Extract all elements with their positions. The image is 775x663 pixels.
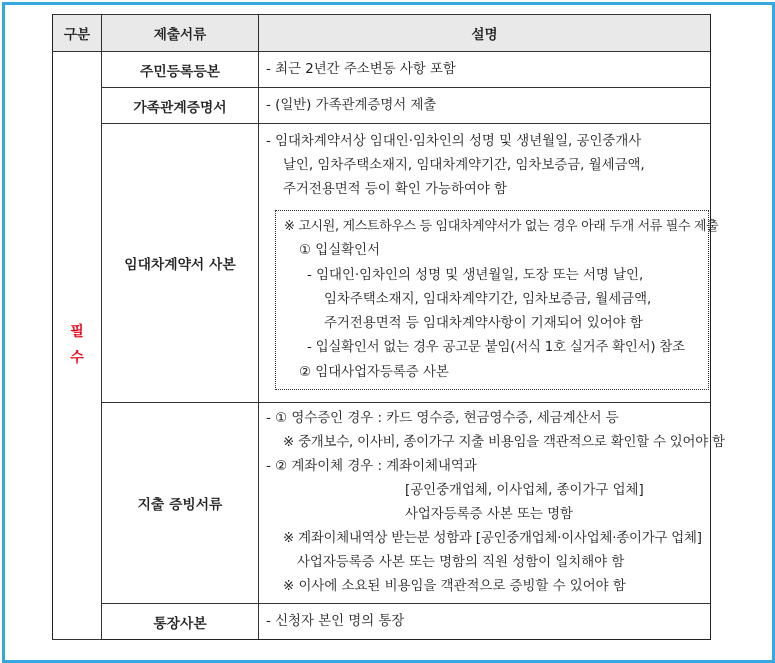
table-row bbox=[53, 88, 711, 124]
table-header-row bbox=[53, 15, 711, 52]
note-line: 임차주택소재지, 임대차계약기간, 임차보증금, 월세금액, bbox=[324, 291, 652, 307]
desc-line: ※ 중개보수, 이사비, 종이가구 지출 비용임을 객관적으로 확인할 수 있어야 함 bbox=[283, 435, 725, 450]
desc-line: - 신청자 본인 명의 통장 bbox=[266, 613, 405, 629]
header-description: 설명 bbox=[259, 15, 711, 52]
note-line: ① 입실확인서 bbox=[299, 243, 380, 259]
desc-line: - (일반) 가족관계증명서 제출 bbox=[266, 97, 437, 113]
note-line: 주거전용면적 등 임대차계약사항이 기재되어 있어야 함 bbox=[324, 316, 643, 332]
desc-bankbook bbox=[259, 604, 711, 640]
table-row bbox=[53, 403, 711, 604]
desc-lease bbox=[259, 124, 719, 403]
category-char-1: 필 bbox=[70, 324, 84, 341]
note-line: ② 임대사업자등록증 사본 bbox=[299, 364, 449, 380]
lease-note-box bbox=[275, 210, 719, 390]
desc-line: [공인중개업체, 이사업체, 종이가구 업체] bbox=[405, 483, 644, 498]
category-char-2: 수 bbox=[70, 349, 84, 366]
desc-line: - 임대차계약서상 임대인·임차인의 성명 및 생년월일, 공인중개사 bbox=[266, 133, 642, 149]
table-row bbox=[53, 604, 711, 640]
doc-name-resident: 주민등록등본 bbox=[102, 52, 259, 88]
desc-resident bbox=[259, 52, 711, 88]
desc-line: ※ 계좌이체내역상 받는분 성함과 [공인중개업체·이사업체·종이가구 업체] bbox=[283, 531, 702, 546]
doc-name-family: 가족관계증명서 bbox=[102, 88, 259, 124]
desc-line: 주거전용면적 등이 확인 가능하여야 함 bbox=[283, 181, 507, 197]
doc-name-expense: 지출 증빙서류 bbox=[102, 403, 259, 604]
header-document: 제출서류 bbox=[102, 15, 259, 52]
note-line: - 임대인·임차인의 성명 및 생년월일, 도장 또는 서명 날인, bbox=[307, 267, 644, 283]
desc-line: 사업자등록증 사본 또는 명함의 직원 성함이 일치해야 함 bbox=[297, 555, 625, 570]
note-line: ※ 고시원, 게스트하우스 등 임대차계약서가 없는 경우 아래 두개 서류 필수 제출 bbox=[284, 218, 719, 234]
desc-line: - ② 계좌이체 경우 : 계좌이체내역과 bbox=[266, 459, 477, 474]
table-row bbox=[53, 52, 711, 88]
desc-line: 사업자등록증 사본 또는 명함 bbox=[405, 507, 573, 522]
header-category: 구분 bbox=[53, 15, 102, 52]
desc-family bbox=[259, 88, 711, 124]
required-documents-table bbox=[52, 14, 725, 640]
desc-line: 날인, 임차주택소재지, 임대차계약기간, 임차보증금, 월세금액, bbox=[283, 157, 645, 173]
doc-name-bankbook: 통장사본 bbox=[102, 604, 259, 640]
desc-line: - ① 영수증인 경우 : 카드 영수증, 현금영수증, 세금계산서 등 bbox=[266, 411, 619, 426]
desc-expense bbox=[259, 403, 725, 604]
desc-line: ※ 이사에 소요된 비용임을 객관적으로 증빙할 수 있어야 함 bbox=[283, 579, 626, 594]
note-line: - 입실확인서 없는 경우 공고문 붙임(서식 1호 실거주 확인서) 참조 bbox=[307, 340, 685, 356]
doc-name-lease: 임대차계약서 사본 bbox=[102, 124, 259, 403]
desc-line: - 최근 2년간 주소변동 사항 포함 bbox=[266, 61, 456, 77]
table-row bbox=[53, 124, 711, 403]
category-required bbox=[53, 52, 102, 640]
